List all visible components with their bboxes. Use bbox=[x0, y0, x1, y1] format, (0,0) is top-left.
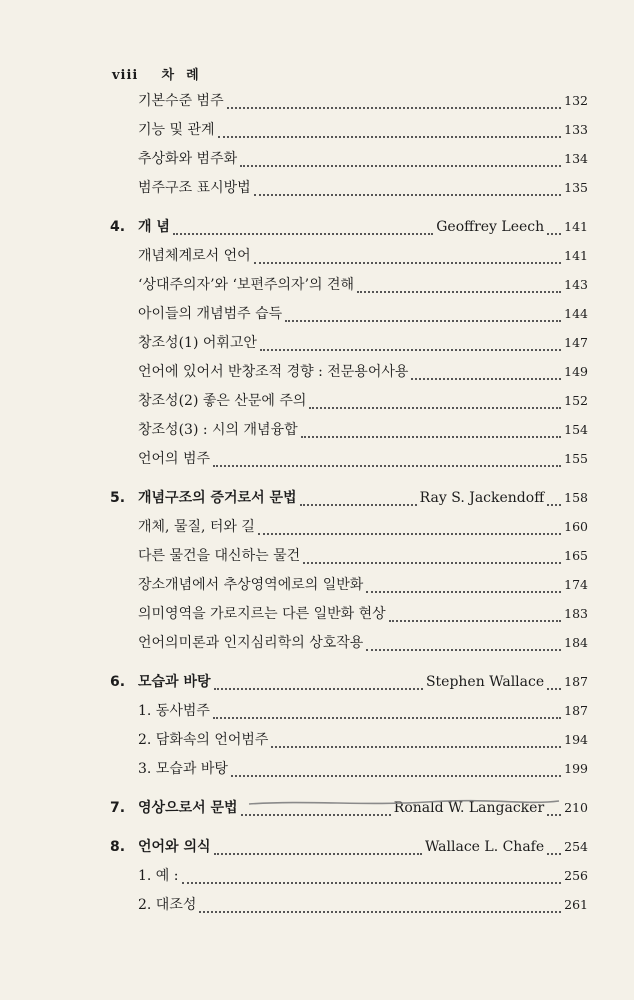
chapter-entry bbox=[110, 212, 588, 241]
page-ref: 158 bbox=[564, 490, 588, 505]
toc-entry bbox=[110, 754, 588, 783]
leader-dots bbox=[547, 852, 561, 855]
toc-entry bbox=[110, 386, 588, 415]
page-ref: 154 bbox=[564, 422, 588, 437]
entry-title: 개념체계로서 언어 bbox=[138, 248, 251, 264]
chapter-entry bbox=[110, 483, 588, 512]
header-title: 차례 bbox=[161, 68, 211, 83]
leader-dots bbox=[547, 503, 561, 506]
leader-dots bbox=[300, 503, 417, 506]
chapter-title: 개 념 bbox=[138, 219, 170, 235]
entry-title: 기본수준 범주 bbox=[138, 93, 224, 109]
toc-entry bbox=[110, 696, 588, 725]
page-number: viii bbox=[112, 68, 139, 83]
entry-title: 3. 모습과 바탕 bbox=[138, 761, 228, 777]
page-ref: 210 bbox=[564, 800, 588, 815]
leader-dots bbox=[218, 135, 562, 138]
toc-entry bbox=[110, 299, 588, 328]
entry-title: 2. 대조성 bbox=[138, 897, 197, 913]
chapter-title: 영상으로서 문법 bbox=[138, 800, 238, 816]
running-header bbox=[112, 64, 211, 83]
leader-dots bbox=[173, 232, 433, 235]
leader-dots bbox=[214, 852, 423, 855]
toc-entry bbox=[110, 241, 588, 270]
page-ref: 187 bbox=[564, 674, 588, 689]
page-ref: 199 bbox=[564, 761, 588, 776]
toc-entry bbox=[110, 115, 588, 144]
page-ref: 141 bbox=[564, 219, 588, 234]
page-ref: 132 bbox=[564, 93, 588, 108]
leader-dots bbox=[366, 590, 561, 593]
chapter-author: Geoffrey Leech bbox=[436, 219, 545, 235]
entry-title: 창조성(3) : 시의 개념융합 bbox=[138, 422, 298, 438]
entry-title: ‘상대주의자’와 ‘보편주의자’의 견해 bbox=[138, 277, 355, 293]
leader-dots bbox=[213, 716, 561, 719]
leader-dots bbox=[227, 106, 562, 109]
toc-entry bbox=[110, 270, 588, 299]
page-ref: 155 bbox=[564, 451, 588, 466]
page-ref: 133 bbox=[564, 122, 588, 137]
toc-entry bbox=[110, 444, 588, 473]
chapter-entry bbox=[110, 667, 588, 696]
toc-entry bbox=[110, 599, 588, 628]
entry-title: 다른 물건을 대신하는 물건 bbox=[138, 548, 301, 564]
leader-dots bbox=[366, 648, 561, 651]
entry-title: 창조성(2) 좋은 산문에 주의 bbox=[138, 393, 307, 409]
table-of-contents bbox=[110, 86, 588, 919]
leader-dots bbox=[213, 464, 561, 467]
page-ref: 254 bbox=[564, 839, 588, 854]
entry-title: 범주구조 표시방법 bbox=[138, 180, 251, 196]
leader-dots bbox=[199, 910, 561, 913]
page-ref: 134 bbox=[564, 151, 588, 166]
leader-dots bbox=[303, 561, 561, 564]
leader-dots bbox=[309, 406, 561, 409]
entry-title: 기능 및 관계 bbox=[138, 122, 215, 138]
page-ref: 144 bbox=[564, 306, 588, 321]
chapter-title: 모습과 바탕 bbox=[138, 674, 211, 690]
page-ref: 261 bbox=[564, 897, 588, 912]
toc-entry bbox=[110, 86, 588, 115]
leader-dots bbox=[547, 687, 561, 690]
leader-dots bbox=[254, 261, 561, 264]
toc-entry bbox=[110, 628, 588, 657]
leader-dots bbox=[241, 813, 391, 816]
page-ref: 184 bbox=[564, 635, 588, 650]
toc-entry bbox=[110, 512, 588, 541]
page-ref: 194 bbox=[564, 732, 588, 747]
leader-dots bbox=[547, 232, 561, 235]
page-ref: 135 bbox=[564, 180, 588, 195]
leader-dots bbox=[260, 348, 561, 351]
entry-title: 언어의미론과 인지심리학의 상호작용 bbox=[138, 635, 364, 651]
entry-title: 장소개념에서 추상영역에로의 일반화 bbox=[138, 577, 364, 593]
chapter-title: 언어와 의식 bbox=[138, 839, 211, 855]
chapter-author: Ray S. Jackendoff bbox=[419, 490, 545, 506]
toc-entry bbox=[110, 725, 588, 754]
entry-title: 1. 동사범주 bbox=[138, 703, 210, 719]
chapter-number: 6. bbox=[110, 674, 126, 690]
entry-title: 아이들의 개념범주 습득 bbox=[138, 306, 283, 322]
leader-dots bbox=[389, 619, 561, 622]
page-ref: 174 bbox=[564, 577, 588, 592]
toc-entry bbox=[110, 328, 588, 357]
toc-entry bbox=[110, 357, 588, 386]
toc-entry bbox=[110, 144, 588, 173]
entry-title: 개체, 물질, 터와 길 bbox=[138, 519, 255, 535]
chapter-number: 4. bbox=[110, 219, 126, 235]
page-ref: 165 bbox=[564, 548, 588, 563]
leader-dots bbox=[285, 319, 561, 322]
chapter-entry bbox=[110, 832, 588, 861]
chapter-title: 개념구조의 증거로서 문법 bbox=[138, 490, 297, 506]
page-ref: 152 bbox=[564, 393, 588, 408]
chapter-number: 8. bbox=[110, 839, 126, 855]
leader-dots bbox=[547, 813, 561, 816]
chapter-number: 7. bbox=[110, 800, 126, 816]
chapter-author: Wallace L. Chafe bbox=[425, 839, 545, 855]
leader-dots bbox=[254, 193, 561, 196]
entry-title: 의미영역을 가로지르는 다른 일반화 현상 bbox=[138, 606, 386, 622]
chapter-author: Ronald W. Langacker bbox=[393, 800, 545, 816]
page-ref: 187 bbox=[564, 703, 588, 718]
page-ref: 256 bbox=[564, 868, 588, 883]
toc-entry bbox=[110, 861, 588, 890]
leader-dots bbox=[258, 532, 561, 535]
leader-dots bbox=[301, 435, 562, 438]
page-ref: 149 bbox=[564, 364, 588, 379]
entry-title: 창조성(1) 어휘고안 bbox=[138, 335, 257, 351]
leader-dots bbox=[271, 745, 561, 748]
entry-title: 1. 예 : bbox=[138, 868, 179, 884]
leader-dots bbox=[240, 164, 561, 167]
entry-title: 언어의 범주 bbox=[138, 451, 211, 467]
entry-title: 추상화와 범주화 bbox=[138, 151, 238, 167]
entry-title: 2. 담화속의 언어범주 bbox=[138, 732, 269, 748]
chapter-number: 5. bbox=[110, 490, 126, 506]
toc-entry bbox=[110, 541, 588, 570]
toc-entry bbox=[110, 570, 588, 599]
entry-title: 언어에 있어서 반창조적 경향 : 전문용어사용 bbox=[138, 364, 409, 380]
leader-dots bbox=[231, 774, 561, 777]
leader-dots bbox=[357, 290, 561, 293]
page-ref: 183 bbox=[564, 606, 588, 621]
toc-entry bbox=[110, 890, 588, 919]
page-ref: 141 bbox=[564, 248, 588, 263]
toc-entry bbox=[110, 173, 588, 202]
leader-dots bbox=[182, 881, 562, 884]
pencil-underline-mark bbox=[247, 798, 561, 808]
leader-dots bbox=[214, 687, 423, 690]
leader-dots bbox=[411, 377, 561, 380]
page-ref: 147 bbox=[564, 335, 588, 350]
page-ref: 143 bbox=[564, 277, 588, 292]
toc-entry bbox=[110, 415, 588, 444]
page-ref: 160 bbox=[564, 519, 588, 534]
chapter-author: Stephen Wallace bbox=[425, 674, 545, 690]
